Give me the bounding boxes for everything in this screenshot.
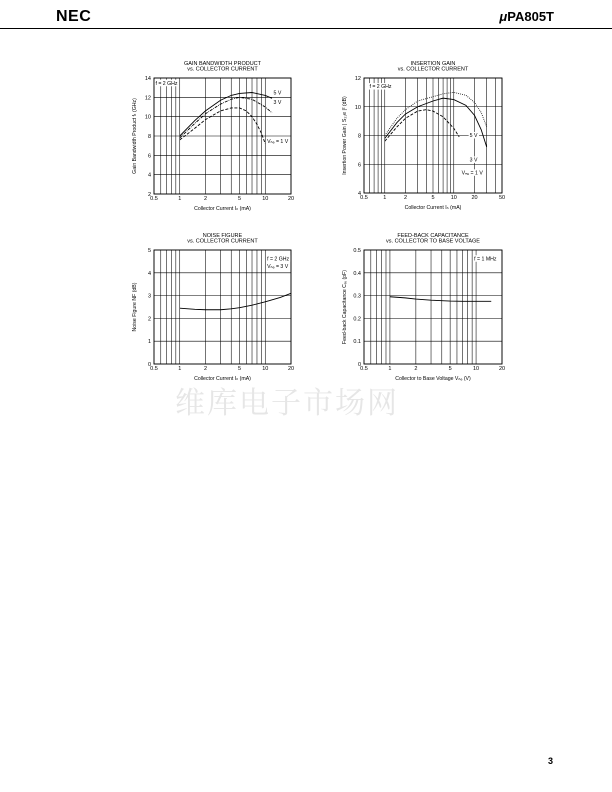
mu-prefix: μ bbox=[499, 9, 508, 24]
x-tick-label: 10 bbox=[450, 195, 457, 201]
y-tick-label: 0.2 bbox=[353, 316, 361, 323]
chart-title: INSERTION GAIN bbox=[410, 61, 456, 67]
x-tick-label: 20 bbox=[498, 366, 506, 372]
y-tick-label: 4 bbox=[147, 172, 151, 179]
chart-title: vs. COLLECTOR CURRENT bbox=[397, 66, 469, 73]
y-tick-label: 0 bbox=[147, 362, 151, 368]
x-tick-label: 1 bbox=[178, 366, 182, 372]
y-tick-label: 0.4 bbox=[353, 270, 361, 277]
annotation-text: f = 2 GHz bbox=[155, 80, 178, 87]
x-axis-label: Collector to Base Voltage Vₙₑ (V) bbox=[395, 376, 471, 382]
chart-title: vs. COLLECTOR TO BASE VOLTAGE bbox=[386, 238, 480, 245]
x-tick-label: 2 bbox=[203, 366, 208, 372]
annotation-text: Vₙₑ = 1 V bbox=[267, 138, 289, 145]
x-tick-label: 0.5 bbox=[360, 195, 368, 201]
x-tick-label: 5 bbox=[431, 195, 435, 201]
y-tick-label: 6 bbox=[357, 162, 361, 169]
x-axis-label: Collector Current Iₙ (mA) bbox=[194, 376, 251, 382]
x-axis-label: Collector Current Iₙ (mA) bbox=[404, 205, 462, 211]
annotation-text: Vₙₑ = 3 V bbox=[267, 264, 289, 271]
chart-title: vs. COLLECTOR CURRENT bbox=[187, 66, 258, 73]
x-tick-label: 2 bbox=[414, 366, 418, 372]
x-tick-label: 20 bbox=[471, 195, 478, 201]
annotation-text: 3 V bbox=[273, 100, 282, 107]
y-tick-label: 2 bbox=[147, 316, 151, 323]
y-tick-label: 10 bbox=[354, 104, 361, 111]
x-tick-label: 0.5 bbox=[150, 196, 158, 202]
nec-logo: NEC bbox=[56, 8, 92, 25]
x-tick-label: 1 bbox=[383, 195, 387, 201]
y-tick-label: 4 bbox=[147, 270, 151, 277]
x-tick-label: 5 bbox=[448, 366, 452, 372]
x-tick-label: 0.5 bbox=[360, 366, 368, 372]
x-tick-label: 10 bbox=[473, 366, 480, 372]
y-tick-label: 8 bbox=[357, 133, 361, 140]
x-tick-label: 5 bbox=[237, 196, 242, 202]
y-tick-label: 14 bbox=[144, 76, 151, 82]
annotation-text: 5 V bbox=[273, 90, 282, 97]
y-tick-label: 10 bbox=[144, 114, 151, 121]
x-axis-label: Collector Current Iₙ (mA) bbox=[194, 206, 251, 212]
y-axis-label: Feed-back Capacitance Cᵣₑ (pF) bbox=[342, 269, 348, 345]
annotation-text: 3 V bbox=[469, 157, 478, 164]
y-tick-label: 12 bbox=[144, 95, 151, 102]
x-tick-label: 5 bbox=[237, 366, 242, 372]
annotation-text: f = 2 GHz bbox=[369, 84, 392, 91]
annotation-text: 5 V bbox=[469, 132, 478, 139]
x-tick-label: 20 bbox=[287, 366, 295, 372]
part-number-text: PA805T bbox=[507, 9, 554, 24]
y-axis-label: Noise Figure NF (dB) bbox=[132, 282, 138, 332]
y-tick-label: 3 bbox=[147, 293, 151, 300]
annotation-text: f = 1 MHz bbox=[474, 256, 497, 263]
y-tick-label: 1 bbox=[147, 339, 151, 346]
x-tick-label: 1 bbox=[388, 366, 392, 372]
x-tick-label: 2 bbox=[203, 196, 208, 202]
chart-title: FEED-BACK CAPACITANCE bbox=[397, 233, 469, 239]
chart-title: NOISE FIGURE bbox=[202, 233, 243, 239]
y-tick-label: 2 bbox=[147, 192, 151, 198]
y-axis-label: Gain Bandwidth Product fₜ (GHz) bbox=[132, 98, 138, 174]
page-number: 3 bbox=[548, 756, 554, 766]
x-tick-label: 0.5 bbox=[150, 366, 158, 372]
x-tick-label: 20 bbox=[287, 196, 295, 202]
chart-title: vs. COLLECTOR CURRENT bbox=[187, 238, 258, 245]
chart-title: GAIN BANDWIDTH PRODUCT bbox=[184, 61, 261, 67]
y-tick-label: 0 bbox=[357, 362, 361, 368]
y-tick-label: 0.5 bbox=[353, 248, 361, 254]
watermark: 维库电子市场网 bbox=[175, 386, 399, 421]
y-tick-label: 6 bbox=[147, 153, 151, 160]
y-tick-label: 12 bbox=[354, 76, 361, 82]
annotation bbox=[473, 255, 498, 262]
x-tick-label: 10 bbox=[262, 366, 269, 372]
y-tick-label: 5 bbox=[147, 248, 151, 254]
y-tick-label: 8 bbox=[147, 134, 151, 140]
x-tick-label: 1 bbox=[178, 196, 182, 202]
x-tick-label: 10 bbox=[262, 196, 269, 202]
annotation-text: Vₙₑ = 1 V bbox=[461, 170, 483, 177]
plot-frame bbox=[364, 250, 502, 364]
y-tick-label: 4 bbox=[357, 191, 361, 197]
annotation-text: f = 2 GHz bbox=[267, 256, 290, 263]
x-tick-label: 2 bbox=[404, 195, 408, 201]
y-tick-label: 0.1 bbox=[353, 339, 361, 346]
x-tick-label: 50 bbox=[498, 195, 506, 201]
y-tick-label: 0.3 bbox=[353, 293, 361, 300]
y-axis-label: Insertion Power Gain | S₂₁e |² (dB) bbox=[342, 96, 348, 175]
